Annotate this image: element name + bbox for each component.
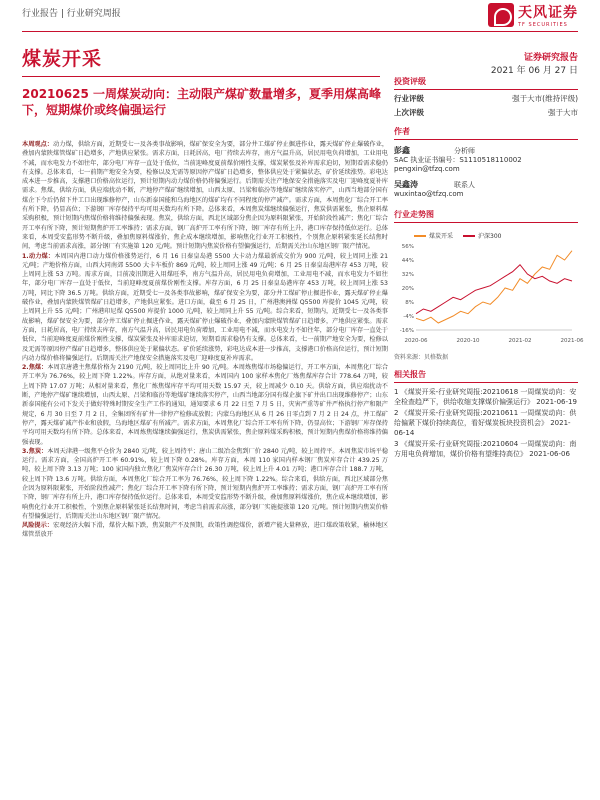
report-date: 2021 年 06 月 27 日 [490, 66, 578, 76]
related-report-link[interactable]: 3 《煤炭开采-行业研究周报:20210604 一周煤炭动向：南方用电负荷增加，煤价价格有望维持高位》 2021-06-06 [394, 440, 577, 458]
x-tick-label: 2021-02 [508, 338, 532, 344]
report-headline: 20210625 一周煤炭动向：主动限产煤矿数量增多，夏季用煤高峰下，短期煤价或终偏强运行 [22, 87, 381, 117]
logo-name-en: TF SECURITIES [518, 22, 568, 28]
series-line [416, 265, 572, 314]
author-cert: SAC 执业证书编号：S1110518110002 [394, 156, 522, 164]
author-email[interactable]: pengxin@tfzq.com [394, 165, 460, 173]
related-report-link[interactable]: 2 《煤炭开采-行业研究周报:20210611 一周煤炭动向：供给偏紧下煤价持续高位，看好煤炭板块投资机会》 2021-06-14 [394, 409, 577, 437]
summary-paragraph: 3.焦炭：本周天津港一级焦平仓价为 2840 元/吨，较上周持平；唐山二级冶金焦到厂价 2840 元/吨，较上周持平。本周焦炭市场平稳运行。需求方面，全国高炉开工率 60.91%，较上周下降 0.28%。库存方面，本周 110 家国内样本钢厂焦炭库存合计 439.25 万吨，较上周下降 3.13 万吨；100 家国内独立焦化厂焦炭库存合计 26.30 万吨，较上周上升 4.01 万吨；港口库存合计 188.7 万吨，较上周下降 13.6 万吨。供给方面，本周焦化厂综合开工率为 76.76%，较上周下降 1.22%。综合来看，供给方面，西北区域部分焦企因为原料限紧张，开始阶段性减产；焦化厂综合开工率下降有所下降，预计短期内焦炉开工率维持；需求方面，钢厂高炉开工率有所下降，钢厂库存有所上升，港口库存保持低位运行。总体来看，本周受安监形势不断升级，叠加焦原料煤涨价，焦企成本继续增加，影响焦化行业开工积极性，个别焦企原料紧张延长结焦时间，考虑当前需求高涨，部分钢厂实施提涨第 120 元/吨。预计短期内焦炭价格有望偏强运行，后期需关注山东地区钢厂限产情况。 [22, 447, 389, 520]
series-line [416, 251, 572, 323]
report-type: 证券研究报告 [523, 53, 578, 63]
y-tick-label: 20% [401, 286, 414, 292]
author-title: 作者 [394, 126, 578, 140]
y-tick-label: -16% [399, 328, 414, 334]
legend-item: 沪深300 [463, 231, 501, 240]
report-summary [22, 140, 388, 540]
invest-rating-title: 投资评级 [394, 76, 578, 90]
header-divider [22, 31, 578, 32]
industry-rating: 行业评级 强于大市(维持评级) [394, 94, 578, 103]
report-category: 行业报告 | 行业研究周报 [22, 9, 121, 19]
summary-paragraph: 2.焦煤：本周京唐港主焦煤价格为 2190 元/吨，较上周同比上升 90 元/吨。本周炼焦煤市场稳偏运行，开工率方面，本周焦化厂综合开工率为 76.76%，较上周下降 1.22%。库存方面，从绝对量来看，本周国内 100 家样本焦化厂炼焦煤库存合计 778.64 万吨，较上周下降 17.07 万吨；从相对量来看，焦化厂炼焦煤库存平均可用天数 15.97 天，较上周减少 0.10 天。供给方面，供应端扰动不断，产地停产煤矿继续增加，山西太原、吕梁和临汾等地煤矿继续落实停产，山西当地部分国有煤企旗下矿井出口出现维修停产；山东新泰国能有公司下发关于做好特殊时期安全生产工作的通知，通知要求 6 月 22 日至 7 月 5 日，灾害严重等矿井严格执行停产和限产规定，6 月 30 日至 7 月 2 日，全集团所有矿井一律停产检修或放假；内蒙乌海地区从 6 月 26 日零点到 7 月 2 日 24 点，井工煤矿停产，露天煤矿减产作业和放假，乌海地区煤矿有所减产。需求方面，本周焦化厂综合开工率有所下降，仍显高位；下游钢厂库存保持平均可用天数均有所下降。总体来看，本周炼焦煤继续偏强运行，焦炭供需紧张，焦企原料煤采购积极，预计短期内焦煤价格将维持偏强表现。 [22, 364, 389, 446]
line-chart [394, 242, 584, 346]
chart-legend [414, 231, 578, 240]
related-reports-title: 相关报告 [394, 369, 578, 383]
chart-source: 资料来源：贝格数据 [394, 354, 449, 361]
y-tick-label: 56% [401, 244, 414, 250]
summary-paragraph: 1.动力煤：本周国内港口动力煤价格涨势运行，6 月 16 日秦皇岛港 5500 大卡动力煤最新成交价为 900 元/吨，较上周同上涨 21 元/吨；产地价格方面，山西大同南郊 5500 大卡车板价 869 元/吨，较上周同上涨 49 元/吨；6 月 25 日秦皇岛港库存 453 万吨，较上周同上涨 53 万吨。需求方面，目前凌汛期进入用煤旺季，南方气温升高，居民用电负荷增加，工业用电不减，而水电发力不如往年，部分电厂库存一直处于低位，当前迎峰度夏前煤价刚性支撑。库存方面，6 月 25 日秦皇岛港库存 453 万吨，较上周同上涨 53 万吨，同比下降 36.5 万吨。供给方面，近期受七一及各类事故影响，煤矿保安全为要，部分井工煤矿停止掘进作业，露天煤矿停止爆破作业，叠加内蒙陕煤管煤矿日趋增多，产地供应紧张。进口方面，截至 6 月 25 日，广州港澳洲煤 Q5500 库提价 1045 元/吨，较上周同上升 55 元/吨；广州港印尼煤 Q5500 库提价 1000 元/吨，较上周同上升 55 元/吨。综合来看，短期内，近期受七一及各类事故影响，煤矿保安全为要，部分井工煤矿停止掘进作业，露天煤矿停止爆破作业，叠加内蒙陕煤管煤矿日趋增多，产地供应紧张。需求方面，日耗居高，电厂持续去库存，南方气温升高，居民用电负荷增加，工业用电不减，而水电发力不如往年，部分电厂库存一直处于低位，当前迎峰度夏前煤价刚性支撑，煤炭紧张及补库需求迫切，短期看需求稳仍有支撑。总体来看，七一前期产地安全为要，检修以及无需等原因停产煤矿日趋增多，整体供应处于紧偏状态。矿价延续涨势，彩电达成本进一步推高，支撑港口价格高位运行，预计短期内动力煤价格将偏强运行。后期需关注产地保安全措施落实及电厂迎峰度夏补库需求。 [22, 252, 389, 362]
y-tick-label: 44% [401, 258, 414, 264]
industry-title: 煤炭开采 [22, 48, 103, 70]
summary-paragraph: 本周观点：动力煤，供给方面，近期受七一及各类事故影响，煤矿保安全为要，部分井工煤矿停止掘进作业，露天煤矿停止爆破作业，叠加内蒙陕煤管煤矿日趋增多，产地供应紧张。需求方面，日耗居高，电厂持续去库存，南方气温升高，居民用电负荷增加，工业用电不减，而水电发力不如往年，部分电厂库存一直处于低位，当前迎峰度夏前煤价刚性支撑，煤炭紧张及补库需求迫切，短期看需求稳仍有支撑。总体来看，七一前期产地安全为要，检修以及无需等原因停产煤矿日趋增多，整体供应处于紧偏状态，矿价延续涨势。彩电达成本进一步推高，支撑港口价格高位运行，预计短期内动力煤价格仍将偏强运行。后期需关注产地保安全措施落实及电厂迎峰度夏补库需求。焦煤，供给方面，供应端扰动不断，产地停产煤矿继续增加，山西太原、吕梁和临汾等地煤矿继续落实停产，山西当地部分国有煤企下令后仍留下井工口出现维修停产，山东新泰国能和乌海地区的煤矿均有不同程度的停产减产。需求方面，本周焦化厂综合开工率有所下降，仍显高位；下游钢厂库存保持平均可用天数均有所下降。总体来看，本周焦炭煤继续偏强运行，焦炭供需紧张，焦企原料煤采购积极，预计短期内焦煤价格将维持偏强表现。焦炭，供给方面，西北区域部分焦企因为原料限紧张，开始阶段性减产；焦化厂综合开工率有所下降，预计短期焦炉开工率维持；需求方面，钢厂高炉开工率有所下降，钢厂库存有所上升，港口库存保持低位运行。总体来看，本周受安监形势不断升级，叠加焦原料煤涨价，焦企成本继续增加，影响焦化行业开工积极性，个别焦企原料紧张延长结焦时间，考虑当前需求高涨，部分钢厂有实施第 120 元/吨。预计短期内焦炭价格有望偏强运行，后期需关注山东地区钢厂限产情况。 [22, 141, 389, 251]
x-tick-label: 2020-10 [456, 338, 480, 344]
legend-item: 煤炭开采 [414, 231, 453, 240]
title-divider [22, 76, 380, 77]
previous-rating: 上次评级 强于大市 [394, 108, 578, 117]
summary-paragraph: 风险提示：宏观经济大幅下滑，煤价大幅下跌，焦炭限产不及预期，政策性调控煤价，新增产能大量释放，进口煤政策收紧，榆林地区煤管票放开 [22, 522, 389, 539]
author-email[interactable]: wuxintao@tfzq.com [394, 190, 464, 198]
logo-name: 天风证券 [518, 5, 578, 21]
author-2: 吴鑫涛 联系人 wuxintao@tfzq.com [394, 180, 578, 199]
related-report-link[interactable]: 1 《煤炭开采-行业研究周报:20210618 一周煤炭动向：安全检查趋严下，供给收缩支撑煤价偏强运行》 2021-06-19 [394, 388, 577, 406]
y-tick-label: 8% [405, 300, 414, 306]
y-tick-label: 32% [401, 272, 414, 278]
x-tick-label: 2020-06 [404, 338, 428, 344]
trend-chart-title: 行业走势图 [394, 209, 578, 223]
logo-icon [488, 3, 514, 27]
x-tick-label: 2021-06 [560, 338, 584, 344]
sidebar [394, 76, 584, 460]
related-reports [394, 387, 578, 459]
company-logo [488, 2, 578, 28]
y-tick-label: -4% [403, 314, 414, 320]
author-1: 彭鑫 分析师 SAC 执业证书编号：S1110518110002 pengxin@tfzq.com [394, 146, 578, 174]
trend-chart [394, 231, 584, 361]
